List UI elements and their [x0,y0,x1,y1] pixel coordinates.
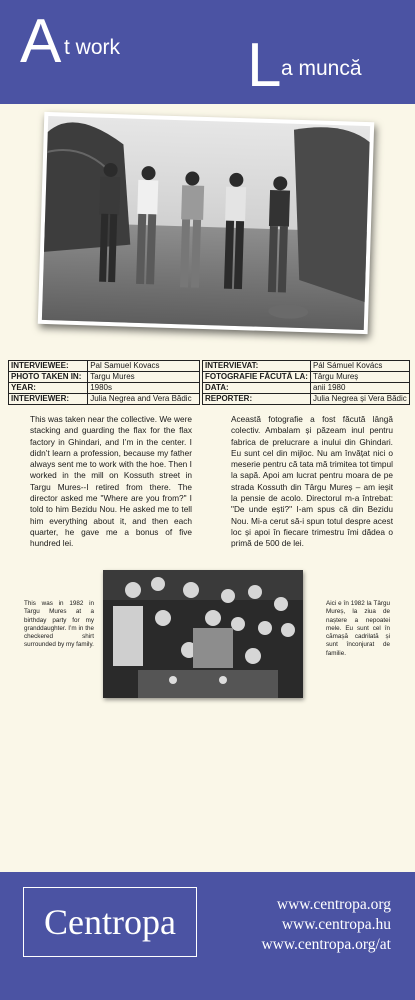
meta-ro-label: INTERVIEVAT: [203,361,311,372]
title-en-initial: A [20,7,62,76]
story-text-ro: Această fotografie a fost făcută lângă colectiv. Ambalam și păzeam inul pentru fabrica de prelucrare a inului din Ghindari. Eu sunt cel din mijloc. Nu am învățat nici o meserie pentru că tata mă trimitea tot timpul la sapă. Apoi am lucrat pentru moara de pe strada Kossuth din Târgu Mureș – am ieșit la pensie de acolo. Directorul m-a întrebat: "De unde ești?" I-am spus că din Bezidu Nou. Mi-a cerut să-i spun totul despre acest loc și apoi în fiecare trimestru îmi dădea o primă de 500 de lei. [231,414,393,549]
footer-link[interactable]: www.centropa.org [276,896,391,913]
meta-ro-label: DATA: [203,383,311,394]
header-banner [0,0,415,104]
meta-en-value: 1980s [88,383,200,394]
centropa-logo [23,887,197,957]
footer-link[interactable]: www.centropa.org/at [261,936,391,953]
photo-at-work [38,112,374,334]
title-ro-initial: L [247,31,282,100]
meta-ro-value: Târgu Mureș [310,372,409,383]
meta-ro-value: Julia Negrea și Vera Bădic [310,394,409,405]
meta-ro-value: anii 1980 [310,383,409,394]
meta-ro-value: Pál Sámuel Kovács [310,361,409,372]
story-text-en: This was taken near the collective. We were stacking and guarding the flax for the flax factory in Ghindari, and I’m in the center. I didn’t learn a profession, because my father always sent me to work with the hoe. Then I worked in the mill on Kossuth street in Targu Mures--I retired from there. The director asked me "Where are you from?" I told to him Bezidu Nou. He asked me to tell him everything about it, and then each quarter, he gave me a bonus of five hundred lei. [30,414,192,549]
meta-en-value: Pal Samuel Kovacs [88,361,200,372]
meta-ro-label: REPORTER: [203,394,311,405]
title-en: t work [64,36,121,59]
meta-en-value: Julia Negrea and Vera Bădic [88,394,200,405]
meta-en-label: YEAR: [9,383,88,394]
footer-link[interactable]: www.centropa.hu [281,916,391,933]
metadata-table-en [8,360,200,405]
meta-en-label: PHOTO TAKEN IN: [9,372,88,383]
caption-en: This was in 1982 in Targu Mures at a birthday party for my granddaughter. I’m in the checkered shirt surrounded by my family. [24,600,94,649]
metadata-table-ro [202,360,410,405]
meta-en-label: INTERVIEWEE: [9,361,88,372]
meta-en-label: INTERVIEWER: [9,394,88,405]
logo-text: Centropa [44,902,176,942]
title-ro: a muncă [281,57,362,80]
meta-en-value: Targu Mures [88,372,200,383]
meta-ro-label: FOTOGRAFIE FĂCUTĂ LA: [203,372,311,383]
photo-birthday-party [103,570,303,698]
caption-ro: Aici e în 1982 la Târgu Mureș, la ziua de naștere a nepoatei mele. Eu sunt cel în cămașă cadrilată și sunt înconjurat de familie. [326,600,390,657]
